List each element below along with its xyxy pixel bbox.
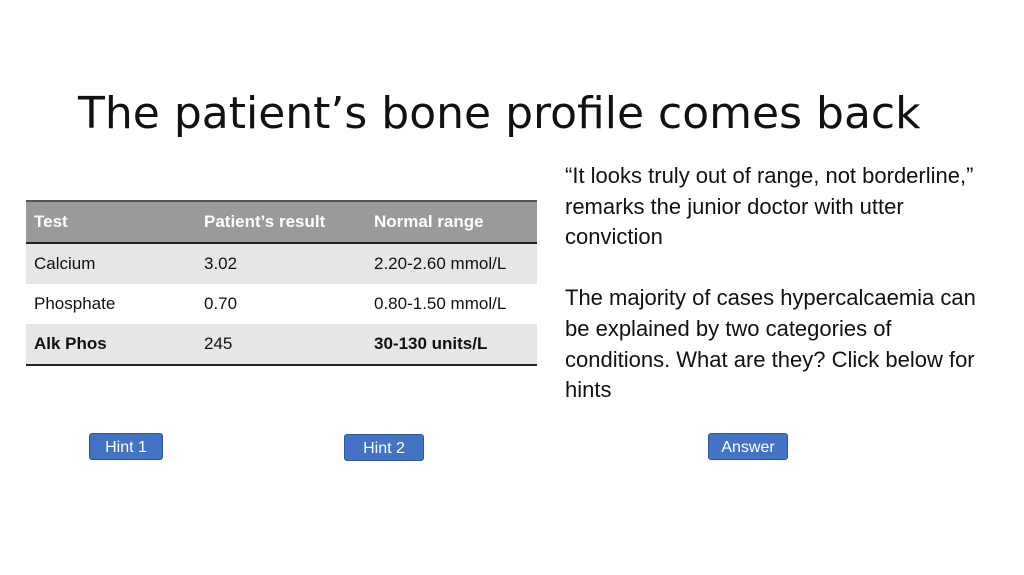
cell-test: Alk Phos bbox=[34, 334, 107, 353]
bone-profile-table bbox=[26, 200, 537, 366]
hint-1-button[interactable]: Hint 1 bbox=[89, 433, 163, 460]
table-row bbox=[26, 324, 537, 365]
table-row bbox=[26, 284, 537, 324]
cell-range: 30-130 units/L bbox=[374, 334, 488, 353]
header-test: Test bbox=[34, 212, 68, 231]
header-normal-range: Normal range bbox=[374, 212, 484, 231]
slide-title: The patient’s bone profile comes back bbox=[78, 88, 921, 140]
answer-button[interactable]: Answer bbox=[708, 433, 788, 460]
table-header-row bbox=[26, 201, 537, 243]
hint-2-button[interactable]: Hint 2 bbox=[344, 434, 424, 461]
cell-test: Phosphate bbox=[34, 294, 116, 313]
paragraph-gap bbox=[565, 253, 985, 284]
cell-range: 2.20-2.60 mmol/L bbox=[374, 254, 507, 273]
header-patient-result: Patient’s result bbox=[204, 212, 326, 231]
cell-test: Calcium bbox=[34, 254, 96, 273]
cell-result: 245 bbox=[204, 334, 233, 353]
table-row bbox=[26, 243, 537, 284]
doctor-quote: “It looks truly out of range, not borderline,” remarks the junior doctor with utter conviction bbox=[565, 163, 974, 250]
commentary-text bbox=[565, 161, 985, 406]
cell-range: 0.80-1.50 mmol/L bbox=[374, 294, 507, 313]
cell-result: 3.02 bbox=[204, 254, 238, 273]
question-prompt: The majority of cases hypercalcaemia can be explained by two categories of conditions. What are they? Click below for hints bbox=[565, 285, 976, 403]
cell-result: 0.70 bbox=[204, 294, 238, 313]
